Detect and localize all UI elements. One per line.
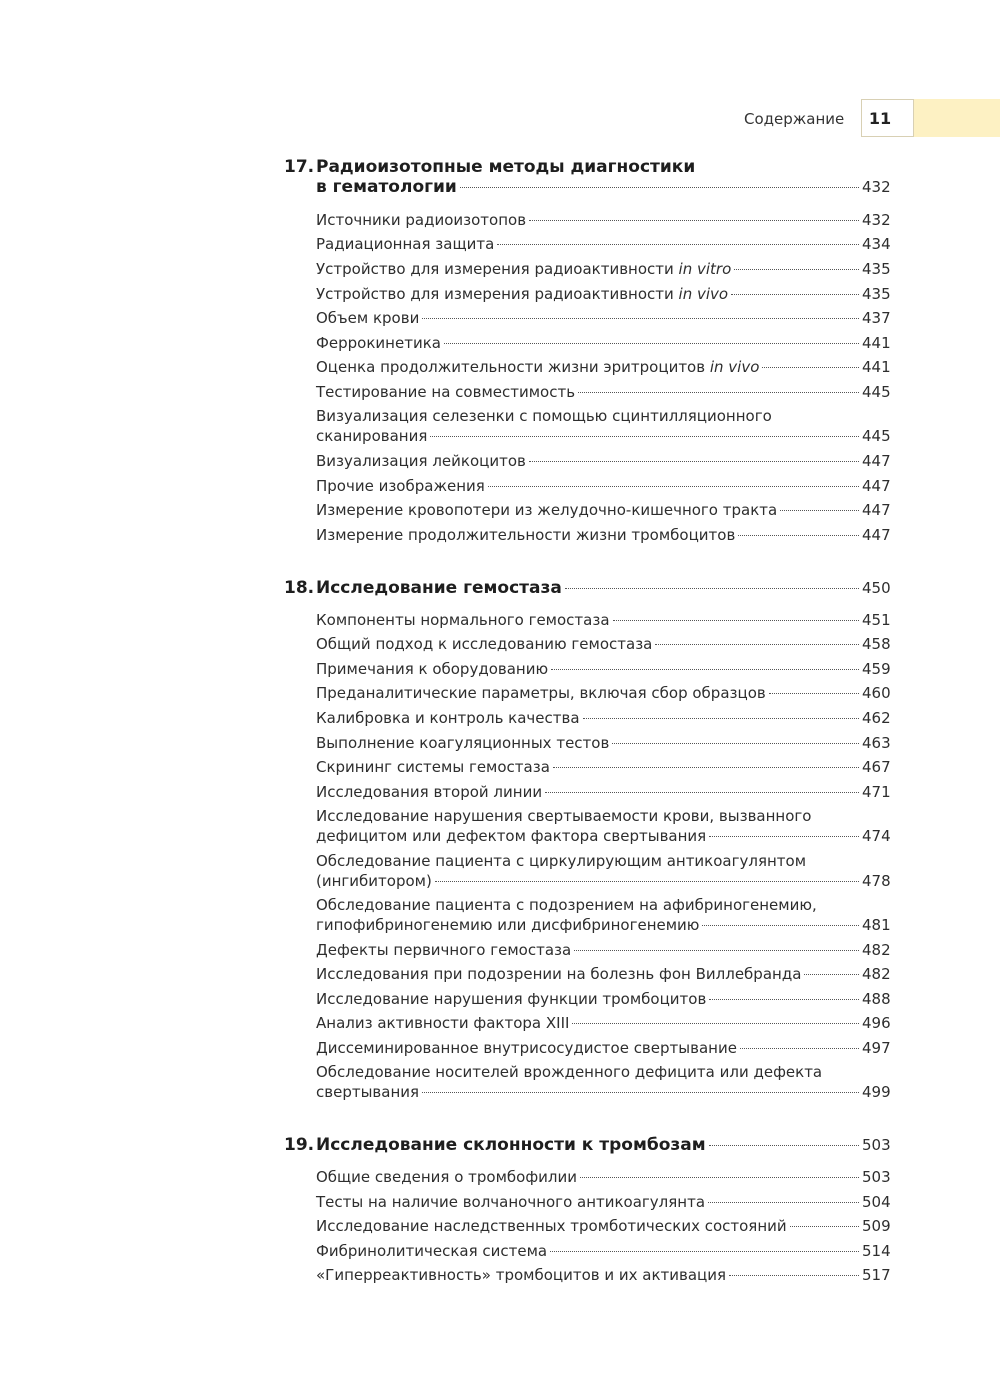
dot-leader (435, 881, 859, 882)
toc-entry-title (316, 758, 550, 776)
dot-leader (422, 1092, 859, 1093)
toc-entry-title-text: Объем крови (316, 309, 420, 327)
toc-entry-line (316, 852, 888, 872)
toc-entry-title-text: Калибровка и контроль качества (316, 709, 580, 727)
toc-entry-line (316, 709, 891, 730)
chapter-number: 18. (284, 578, 315, 598)
toc-entry[interactable] (316, 965, 891, 986)
toc-entry-title-italic: in vitro (678, 260, 732, 278)
toc-entry[interactable] (316, 1039, 891, 1060)
dot-leader (460, 187, 859, 188)
toc-entry-line (316, 526, 891, 547)
toc-entry[interactable] (316, 1217, 891, 1238)
toc-entry-page-number: 482 (862, 941, 891, 959)
chapter-title-line (316, 578, 891, 599)
toc-entry-line (316, 783, 891, 804)
header-accent-band (914, 99, 1000, 137)
toc-entry-line (316, 872, 891, 893)
dot-leader (550, 1251, 859, 1252)
toc-entry-title (316, 872, 432, 890)
dot-leader (655, 644, 859, 645)
toc-entry-page-number: 514 (862, 1242, 891, 1260)
toc-entry[interactable] (316, 285, 891, 306)
toc-entry-title-text: Исследование нарушения функции тромбоцитов (316, 990, 707, 1008)
dot-leader (574, 950, 859, 951)
toc-entry-title (316, 1168, 577, 1186)
toc-entry[interactable] (316, 783, 891, 804)
toc-entry-title (316, 660, 548, 678)
toc-entry[interactable] (316, 941, 891, 962)
toc-entry[interactable] (316, 309, 891, 330)
toc-entry-title-italic: in vivo (709, 358, 760, 376)
toc-entry-line (316, 684, 891, 705)
toc-entry-title (316, 334, 441, 352)
toc-entry-title (316, 1193, 705, 1211)
toc-entry-page-number: 432 (862, 211, 891, 229)
chapter-title-line (316, 177, 891, 198)
dot-leader (580, 1177, 859, 1178)
toc-entry[interactable] (316, 526, 891, 547)
toc-entry-line (316, 896, 888, 916)
chapter-heading (284, 578, 891, 599)
toc-entry-line (316, 916, 891, 937)
toc-entry-page-number: 460 (862, 684, 891, 702)
toc-entry-title (316, 526, 735, 544)
toc-entry[interactable] (316, 684, 891, 705)
toc-entry-title-text: дефицитом или дефектом фактора свертывания (316, 827, 707, 845)
toc-entry-line (316, 941, 891, 962)
toc-entry-line (316, 334, 891, 355)
toc-entry-title (316, 383, 575, 401)
toc-entry-page-number: 462 (862, 709, 891, 727)
dot-leader (780, 510, 859, 511)
toc-entry-title-text: Устройство для измерения радиоактивности (316, 260, 679, 278)
toc-entry-page-number: 447 (862, 526, 891, 544)
toc-entry-title (316, 990, 706, 1008)
toc-entry-line (316, 1063, 888, 1083)
chapter-page-number: 450 (862, 579, 891, 597)
dot-leader (529, 220, 859, 221)
toc-entry-line (316, 501, 891, 522)
dot-leader (709, 999, 859, 1000)
toc-entry-title-text: Тесты на наличие волчаночного антикоагулянта (316, 1193, 706, 1211)
toc-entry[interactable] (316, 1242, 891, 1263)
toc-entry-title (316, 941, 571, 959)
chapter-number: 19. (284, 1135, 315, 1155)
toc-entry[interactable] (316, 452, 891, 473)
chapter-heading (284, 157, 891, 198)
toc-entry-page-number: 496 (862, 1014, 891, 1032)
toc-entry-title (316, 611, 610, 629)
toc-entry-title-text: Тестирование на совместимость (316, 383, 576, 401)
toc-entry-page-number: 445 (862, 383, 891, 401)
toc-entry-line (316, 611, 891, 632)
toc-entry-page-number: 481 (862, 916, 891, 934)
toc-entry-title (316, 1083, 419, 1101)
toc-entry-title (316, 916, 699, 934)
toc-entry-title (316, 1014, 569, 1032)
toc-entry[interactable] (316, 709, 891, 730)
toc-entry-title-text: Устройство для измерения радиоактивности (316, 285, 679, 303)
toc-entry-title-text: Источники радиоизотопов (316, 211, 527, 229)
toc-entry-page-number: 451 (862, 611, 891, 629)
toc-entry-title: Обследование пациента с подозрением на афибриногенемию, (316, 896, 817, 914)
toc-entry-page-number: 478 (862, 872, 891, 890)
toc-entry-title (316, 965, 801, 983)
toc-entry[interactable] (316, 1014, 891, 1035)
chapter-page-number: 503 (862, 1136, 891, 1154)
toc-entry-page-number: 437 (862, 309, 891, 327)
toc-entry-page-number: 504 (862, 1193, 891, 1211)
chapter-title: Исследование гемостаза (316, 578, 562, 598)
chapter-title-block (316, 578, 891, 599)
toc-entry[interactable] (316, 477, 891, 498)
dot-leader (551, 669, 859, 670)
chapter-title-block (316, 1135, 891, 1156)
dot-leader (613, 620, 859, 621)
toc-entry-page-number: 471 (862, 783, 891, 801)
toc-entry-line (316, 452, 891, 473)
chapter-title-block (316, 157, 891, 198)
toc-entry-page-number: 441 (862, 334, 891, 352)
toc-entry-title-text: Выполнение коагуляционных тестов (316, 734, 610, 752)
toc-entry-page-number: 497 (862, 1039, 891, 1057)
toc-entry-title-italic: in vivo (678, 285, 729, 303)
chapter-title: в гематологии (316, 177, 457, 197)
toc-entry[interactable] (316, 383, 891, 404)
toc-entry-title-text: сканирования (316, 427, 428, 445)
toc-entry-line (316, 427, 891, 448)
toc-entry-page-number: 434 (862, 235, 891, 253)
toc-entry-line (316, 407, 888, 427)
toc-entry-page-number: 441 (862, 358, 891, 376)
toc-entry-title (316, 358, 759, 376)
toc-entry-title-text: Оценка продолжительности жизни эритроцитов (316, 358, 710, 376)
toc-entry-title-text: гипофибриногенемию или дисфибриногенемию (316, 916, 700, 934)
toc-entry-title-text: Измерение продолжительности жизни тромбоцитов (316, 526, 736, 544)
toc-entry-line (316, 383, 891, 404)
toc-entry-line (316, 285, 891, 306)
toc-entry[interactable] (316, 611, 891, 632)
dot-leader (709, 1145, 859, 1146)
chapter-title: Радиоизотопные методы диагностики (316, 157, 696, 177)
dot-leader (422, 318, 859, 319)
toc-entry-page-number: 482 (862, 965, 891, 983)
toc-entry-title: Обследование пациента с циркулирующим антикоагулянтом (316, 852, 807, 870)
toc-entry-title (316, 783, 542, 801)
toc-entry-line (316, 734, 891, 755)
dot-leader (565, 588, 859, 589)
dot-leader (731, 294, 859, 295)
toc-entry-line (316, 477, 891, 498)
toc-entry-page-number: 503 (862, 1168, 891, 1186)
dot-leader (702, 925, 859, 926)
toc-entry-title-text: свертывания (316, 1083, 420, 1101)
running-header-section: Содержание (744, 110, 845, 128)
toc-entry-title-text: (ингибитором) (316, 872, 432, 890)
toc-entry[interactable] (316, 501, 891, 522)
toc-entry-page-number: 447 (862, 452, 891, 470)
toc-entry-line (316, 1083, 891, 1104)
toc-entry[interactable] (316, 635, 891, 656)
toc-entry-line (316, 235, 891, 256)
toc-entry-title: Обследование носителей врожденного дефицита или дефекта (316, 1063, 823, 1081)
toc-entry-title (316, 1217, 787, 1235)
dot-leader (497, 244, 859, 245)
toc-entry-title-text: Диссеминированное внутрисосудистое свертывание (316, 1039, 737, 1057)
chapter-number: 17. (284, 157, 315, 177)
toc-entry-title (316, 709, 580, 727)
dot-leader (762, 367, 859, 368)
toc-entry-title-text: Скрининг системы гемостаза (316, 758, 550, 776)
dot-leader (430, 436, 859, 437)
toc-entry-line (316, 1014, 891, 1035)
toc-entry[interactable] (316, 852, 891, 893)
toc-entry-line (316, 807, 888, 827)
toc-entry[interactable] (316, 211, 891, 232)
toc-entry-title (316, 827, 706, 845)
toc-entry-line (316, 260, 891, 281)
toc-entry-page-number: 445 (862, 427, 891, 445)
toc-entry-page-number: 499 (862, 1083, 891, 1101)
toc-entry-title-text: Дефекты первичного гемостаза (316, 941, 572, 959)
toc-entry-title-text: Общий подход к исследованию гемостаза (316, 635, 653, 653)
toc-entry-title (316, 260, 731, 278)
toc-entry-line (316, 1168, 891, 1189)
toc-entry-title (316, 477, 485, 495)
toc-entry[interactable] (316, 807, 891, 848)
toc-entry-line (316, 1217, 891, 1238)
toc-entry-title (316, 285, 728, 303)
toc-entry-line (316, 309, 891, 330)
toc-entry-page-number: 447 (862, 477, 891, 495)
toc-entry[interactable] (316, 660, 891, 681)
toc-entry-title (316, 684, 766, 702)
toc-entry[interactable] (316, 1063, 891, 1104)
toc-entry-title-text: Радиационная защита (316, 235, 495, 253)
toc-entry-title: Исследование нарушения свертываемости крови, вызванного (316, 807, 812, 825)
toc-entry-title (316, 1039, 737, 1057)
toc-entry-page-number: 463 (862, 734, 891, 752)
chapter-title: Исследование склонности к тромбозам (316, 1135, 706, 1155)
toc-entry-page-number: 435 (862, 285, 891, 303)
toc-entry-line (316, 827, 891, 848)
toc-entry-title (316, 235, 494, 253)
toc-entry[interactable] (316, 407, 891, 448)
toc-entry[interactable] (316, 260, 891, 281)
page-number: 11 (868, 109, 892, 128)
toc-entry-line (316, 660, 891, 681)
toc-entry-line (316, 1266, 891, 1287)
chapter-title-line (316, 1135, 891, 1156)
dot-leader (444, 343, 859, 344)
toc-entry[interactable] (316, 1193, 891, 1214)
toc-entry-title-text: Анализ активности фактора XIII (316, 1014, 570, 1032)
toc-entry[interactable] (316, 896, 891, 937)
dot-leader (488, 486, 859, 487)
toc-entry-title-text: Визуализация лейкоцитов (316, 452, 526, 470)
toc-entry-line (316, 1039, 891, 1060)
toc-entry-page-number: 459 (862, 660, 891, 678)
toc-entry[interactable] (316, 758, 891, 779)
dot-leader (545, 792, 859, 793)
page-number-box (861, 99, 914, 137)
toc-entry-title-text: «Гиперреактивность» тромбоцитов и их активация (316, 1266, 727, 1284)
toc-entry-title-text: Прочие изображения (316, 477, 485, 495)
toc-entry-title-text: Исследование наследственных тромботических состояний (316, 1217, 787, 1235)
dot-leader (709, 836, 859, 837)
toc-entry-line (316, 358, 891, 379)
toc-entry-title-text: Исследования второй линии (316, 783, 543, 801)
dot-leader (734, 269, 859, 270)
toc-entry[interactable] (316, 235, 891, 256)
toc-entry-page-number: 488 (862, 990, 891, 1008)
dot-leader (583, 718, 859, 719)
dot-leader (529, 461, 859, 462)
toc-entry[interactable] (316, 1266, 891, 1287)
toc-entry-title (316, 452, 526, 470)
toc-entry-title (316, 309, 419, 327)
dot-leader (804, 974, 859, 975)
toc-entry[interactable] (316, 734, 891, 755)
toc-entry[interactable] (316, 334, 891, 355)
dot-leader (738, 535, 859, 536)
dot-leader (740, 1048, 859, 1049)
toc-entry[interactable] (316, 1168, 891, 1189)
toc-entry-title (316, 734, 609, 752)
toc-entry-title: Визуализация селезенки с помощью сцинтилляционного (316, 407, 772, 425)
toc-entry-line (316, 635, 891, 656)
toc-entry-line (316, 211, 891, 232)
toc-entry-page-number: 447 (862, 501, 891, 519)
toc-entry-line (316, 758, 891, 779)
toc-entry-line (316, 1242, 891, 1263)
dot-leader (708, 1202, 859, 1203)
toc-entry-page-number: 474 (862, 827, 891, 845)
toc-entry-title-text: Преданалитические параметры, включая сбор образцов (316, 684, 766, 702)
toc-entry-title-text: Фибринолитическая система (316, 1242, 548, 1260)
dot-leader (578, 392, 859, 393)
dot-leader (769, 693, 859, 694)
toc-entry-title-text: Исследования при подозрении на болезнь фон Виллебранда (316, 965, 802, 983)
chapter-page-number: 432 (862, 178, 891, 196)
toc-entry-title-text: Компоненты нормального гемостаза (316, 611, 610, 629)
toc-entry-line (316, 1193, 891, 1214)
toc-entry-line (316, 990, 891, 1011)
toc-entry-title-text: Измерение кровопотери из желудочно-кишечного тракта (316, 501, 778, 519)
dot-leader (729, 1275, 859, 1276)
dot-leader (612, 743, 859, 744)
toc-entry-title (316, 635, 652, 653)
toc-entry-title (316, 1266, 726, 1284)
toc-entry-page-number: 517 (862, 1266, 891, 1284)
toc-entry[interactable] (316, 990, 891, 1011)
dot-leader (790, 1226, 859, 1227)
chapter-heading (284, 1135, 891, 1156)
toc-entry-page-number: 458 (862, 635, 891, 653)
toc-entry-title (316, 501, 777, 519)
toc-entry-title (316, 427, 427, 445)
toc-entry-page-number: 509 (862, 1217, 891, 1235)
toc-entry-title-text: Общие сведения о тромбофилии (316, 1168, 577, 1186)
toc-entry-line (316, 965, 891, 986)
dot-leader (572, 1023, 859, 1024)
toc-entry-title-text: Примечания к оборудованию (316, 660, 549, 678)
toc-entry-title (316, 1242, 547, 1260)
dot-leader (553, 767, 859, 768)
toc-entry-page-number: 467 (862, 758, 891, 776)
toc-entry[interactable] (316, 358, 891, 379)
toc-entry-title (316, 211, 526, 229)
toc-entry-page-number: 435 (862, 260, 891, 278)
toc-entry-title-text: Феррокинетика (316, 334, 441, 352)
chapter-title-line (316, 157, 888, 177)
